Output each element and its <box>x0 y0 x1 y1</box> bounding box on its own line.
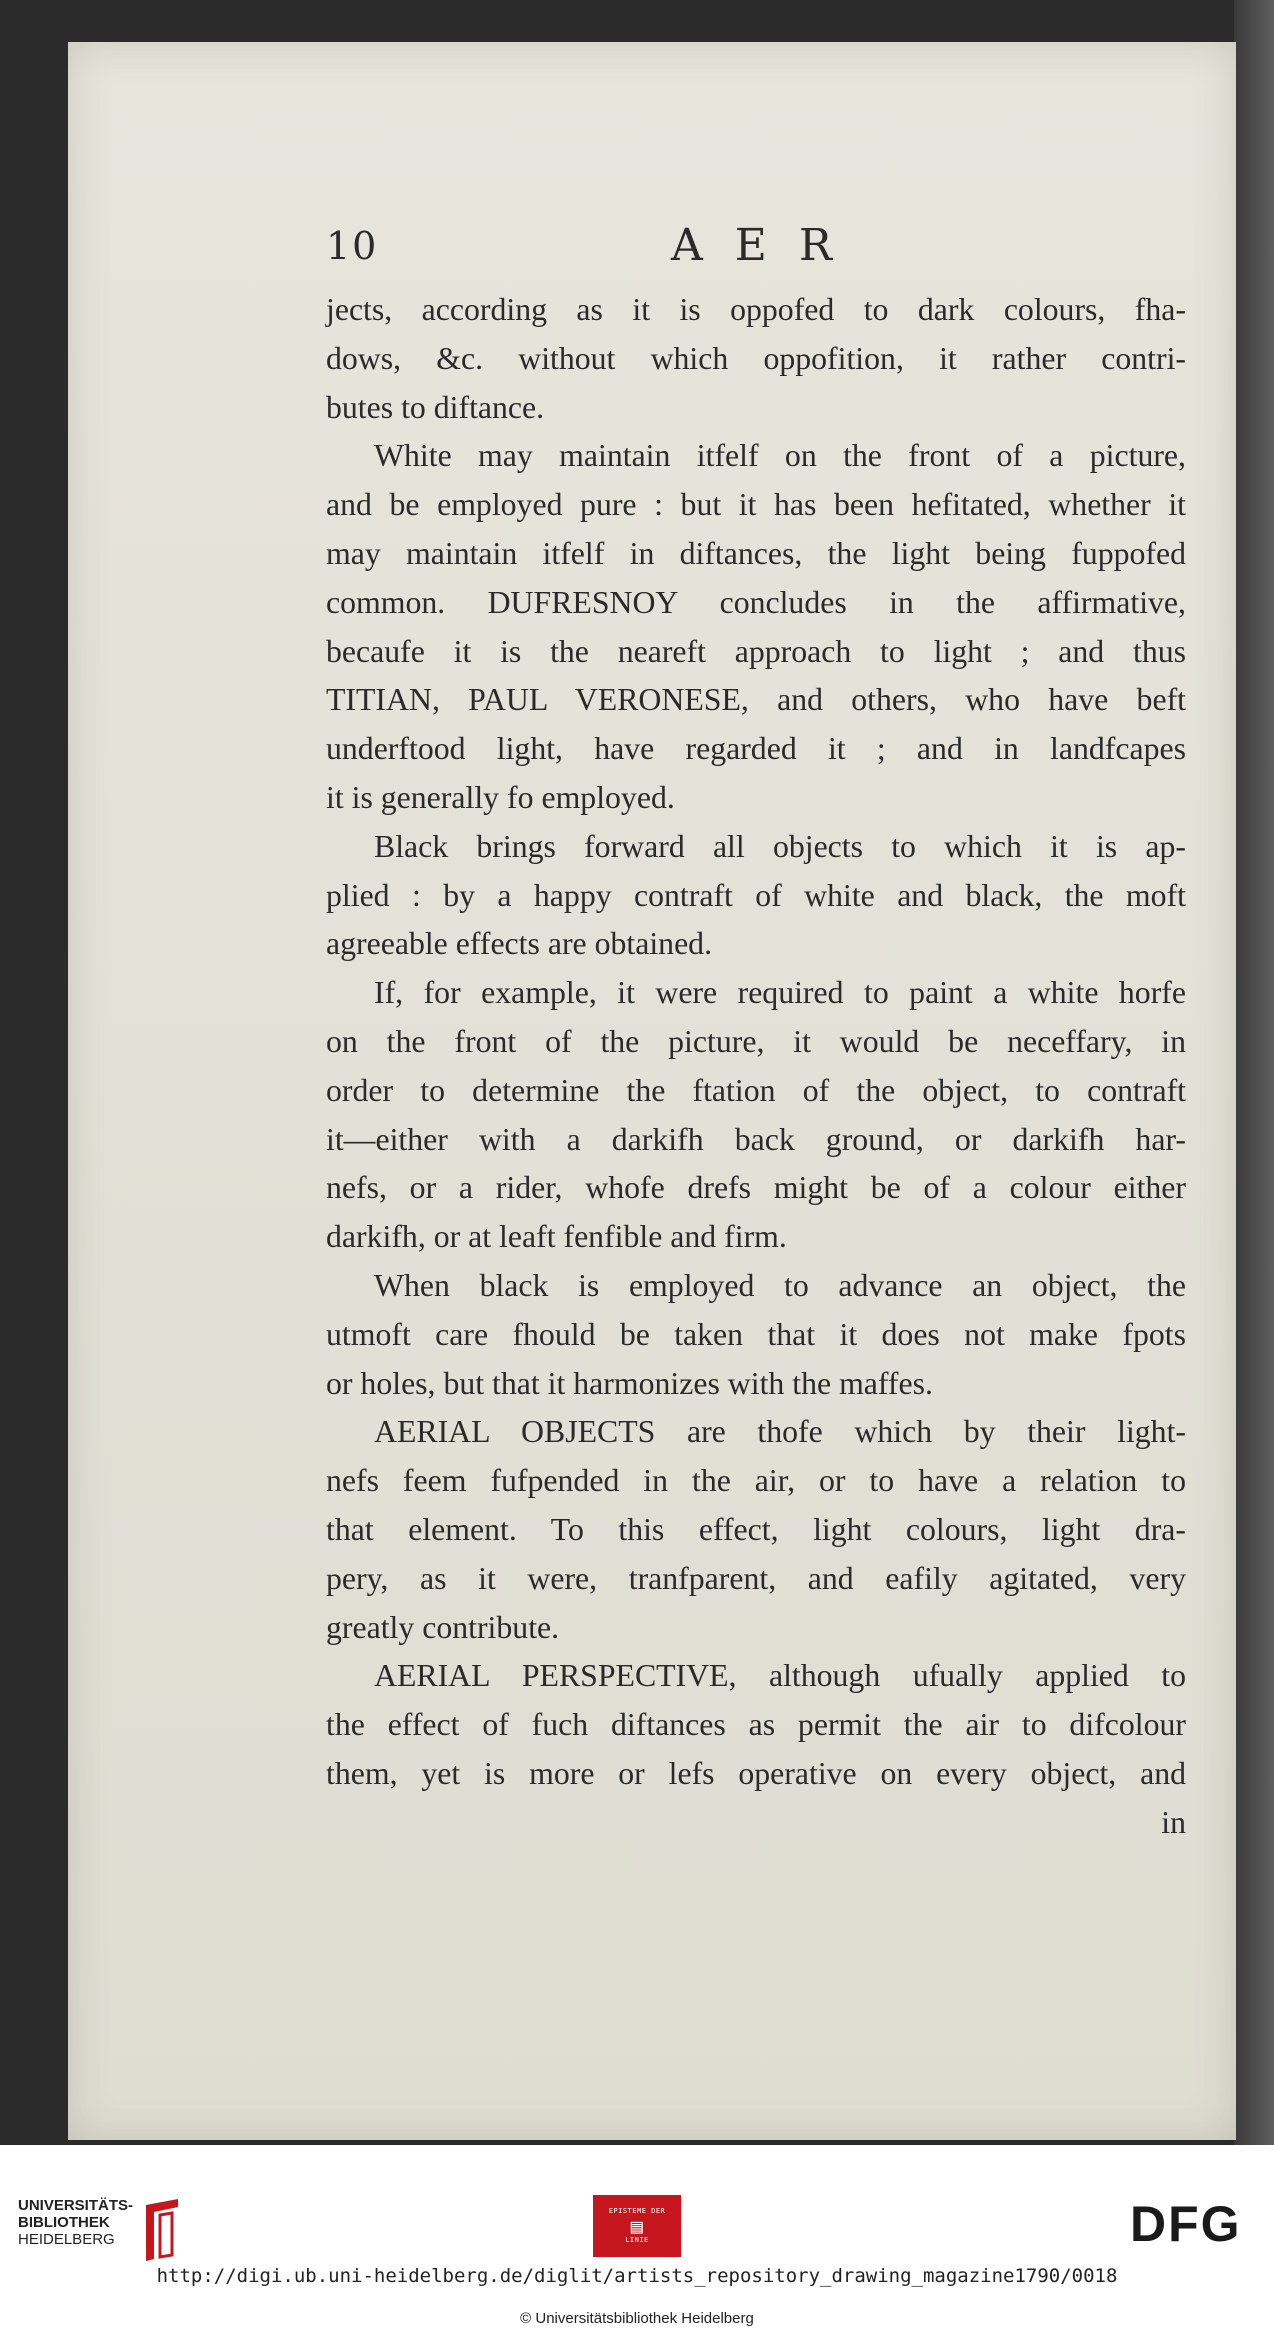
text-line: that element. To this effect, light colours, light dra- <box>326 1511 1186 1547</box>
text-line: darkifh, or at leaft fenfible and firm. <box>326 1219 787 1255</box>
library-name-line: HEIDELBERG <box>18 2231 115 2248</box>
dfg-logo[interactable] <box>1130 2197 1256 2251</box>
badge-text: EPISTEME DER <box>608 2207 666 2215</box>
university-library-logo[interactable] <box>18 2197 188 2275</box>
scan-edge <box>1234 0 1274 2145</box>
catchword: in <box>1161 1804 1186 1840</box>
permalink-url[interactable]: http://digi.ub.uni-heidelberg.de/diglit/artists_repository_drawing_magazine1790/0018 <box>156 2265 1118 2287</box>
viewer-footer <box>0 2145 1274 2339</box>
library-name-line: BIBLIOTHEK <box>18 2214 110 2231</box>
text-line: nefs feem fufpended in the air, or to have a relation to <box>326 1463 1186 1499</box>
text-line: common. DUFRESNOY concludes in the affirmative, <box>326 584 1186 620</box>
running-head: AER <box>671 220 865 271</box>
text-line: plied : by a happy contraft of white and black, the moft <box>326 877 1186 913</box>
text-line: butes to diftance. <box>326 389 545 425</box>
text-line: jects, according as it is oppofed to dark colours, fha- <box>326 292 1186 327</box>
text-line: on the front of the picture, it would be neceffary, in <box>326 1023 1186 1059</box>
dfg-logo-text: DFG <box>1130 2197 1242 2251</box>
text-line: becaufe it is the neareft approach to light ; and thus <box>326 633 1186 669</box>
library-name <box>18 2197 138 2248</box>
library-name-line: UNIVERSITÄTS- <box>18 2197 134 2214</box>
text-line: AERIAL PERSPECTIVE, although ufually applied to <box>374 1658 1186 1694</box>
text-line: pery, as it were, tranfparent, and eafily agitated, very <box>326 1560 1186 1596</box>
text-line: utmoft care fhould be taken that it does not make fpots <box>326 1316 1186 1352</box>
text-line: the effect of fuch diftances as permit the air to difcolour <box>326 1707 1186 1743</box>
text-line: and be employed pure : but it has been hefitated, whether it <box>326 487 1186 523</box>
body-text <box>326 286 1186 1848</box>
text-line: White may maintain itfelf on the front of a picture, <box>374 438 1186 474</box>
badge-mark-icon: ▤ <box>630 2214 644 2238</box>
text-line: them, yet is more or lefs operative on every object, and <box>326 1755 1186 1791</box>
text-line: dows, &c. without which oppofition, it rather contri- <box>326 340 1186 376</box>
text-line: AERIAL OBJECTS are thofe which by their light- <box>374 1414 1186 1450</box>
text-line: it—either with a darkifh back ground, or darkifh har- <box>326 1121 1186 1157</box>
text-line: TITIAN, PAUL VERONESE, and others, who have beft <box>326 682 1186 718</box>
text-line: it is generally fo employed. <box>326 779 675 815</box>
copyright-notice: © Universitätsbibliothek Heidelberg <box>520 2310 754 2327</box>
text-line: underftood light, have regarded it ; and in landfcapes <box>326 731 1186 767</box>
text-line: nefs, or a rider, whofe drefs might be of a colour either <box>326 1170 1186 1206</box>
text-line: agreeable effects are obtained. <box>326 926 713 962</box>
page-number: 10 <box>326 224 379 268</box>
text-line: If, for example, it were required to paint a white horfe <box>374 975 1186 1011</box>
digitization-project-badge[interactable] <box>593 2195 681 2257</box>
text-line: When black is employed to advance an object, the <box>374 1267 1186 1303</box>
library-emblem-icon <box>126 2197 188 2267</box>
text-line: order to determine the ftation of the object, to contraft <box>326 1072 1186 1108</box>
text-line: may maintain itfelf in diftances, the light being fuppofed <box>326 535 1186 571</box>
text-line: Black brings forward all objects to which it is ap- <box>374 828 1186 864</box>
text-line: greatly contribute. <box>326 1609 560 1645</box>
page-header <box>326 220 1186 280</box>
text-line: or holes, but that it harmonizes with the maffes. <box>326 1365 933 1401</box>
badge-text: LINIE <box>625 2236 649 2244</box>
